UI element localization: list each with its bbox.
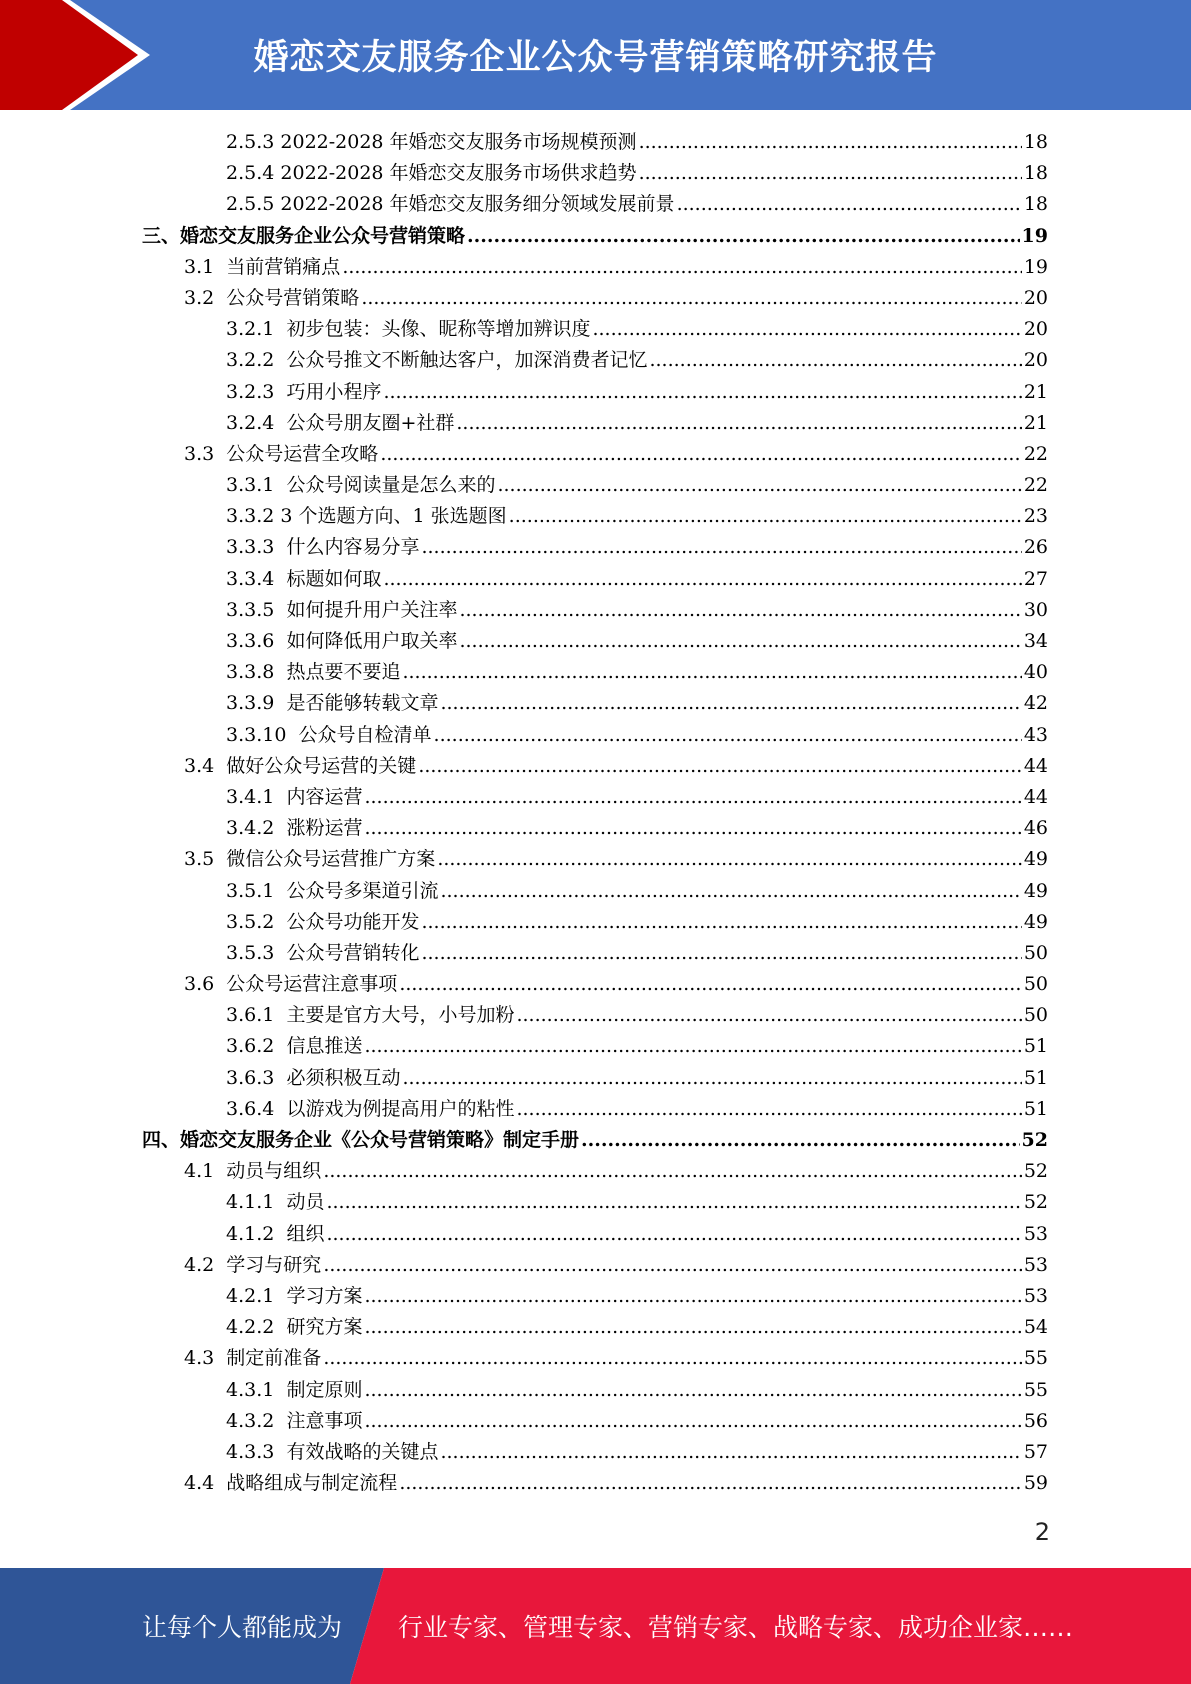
toc-dot-leader (323, 1250, 1022, 1281)
toc-entry-title: 做好公众号运营的关键 (226, 754, 417, 777)
toc-entry[interactable] (0, 844, 1048, 875)
toc-entry[interactable] (0, 1281, 1048, 1312)
toc-entry-number: 2.5.4 (226, 162, 281, 185)
toc-entry-title: 公众号多渠道引流 (286, 879, 439, 902)
toc-entry[interactable] (0, 720, 1048, 751)
toc-entry-number: 2.5.5 (226, 193, 281, 216)
toc-dot-leader (402, 1063, 1021, 1094)
toc-entry[interactable] (0, 501, 1048, 532)
toc-entry-number: 4.3 (184, 1347, 227, 1370)
toc-entry-title: 婚恋交友服务企业《公众号营销策略》制定手册 (180, 1129, 580, 1151)
toc-dot-leader (437, 844, 1022, 875)
toc-dot-leader (516, 1000, 1021, 1031)
toc-entry-number: 3.4 (184, 754, 227, 777)
toc-entry-page: 43 (1023, 723, 1048, 746)
toc-entry[interactable] (0, 470, 1048, 501)
toc-entry-page: 49 (1023, 910, 1048, 933)
toc-entry-number: 3.3.3 (226, 536, 287, 559)
toc-entry[interactable] (0, 1156, 1048, 1187)
toc-entry-page: 22 (1023, 474, 1048, 497)
toc-entry-number: 4.1 (184, 1160, 227, 1183)
toc-entry-title: 战略组成与制定流程 (226, 1472, 398, 1495)
toc-entry[interactable] (0, 626, 1048, 657)
toc-entry-page: 21 (1023, 380, 1048, 403)
toc-entry-page: 55 (1023, 1347, 1048, 1370)
toc-entry-title: 婚恋交友服务企业公众号营销策略 (180, 224, 466, 247)
toc-dot-leader (421, 532, 1021, 563)
toc-dot-leader (509, 501, 1022, 532)
toc-dot-leader (364, 1281, 1021, 1312)
toc-entry[interactable] (0, 189, 1048, 220)
toc-entry-title: 制定原则 (286, 1378, 363, 1401)
toc-entry-page: 30 (1023, 598, 1048, 621)
toc-entry[interactable] (0, 1063, 1048, 1094)
footer-band (0, 1568, 1191, 1684)
toc-entry-number: 3.6.3 (226, 1066, 287, 1089)
toc-entry-page: 44 (1023, 754, 1048, 777)
toc-entry-number: 3.2.4 (226, 411, 287, 434)
toc-dot-leader (364, 1312, 1021, 1343)
toc-entry[interactable] (0, 532, 1048, 563)
toc-entry-title: 制定前准备 (226, 1347, 322, 1370)
toc-entry-title: 内容运营 (286, 785, 363, 808)
toc-entry-page: 52 (1021, 1129, 1048, 1151)
toc-entry-number: 4.1.1 (226, 1191, 287, 1214)
toc-entry[interactable] (0, 1187, 1048, 1218)
toc-entry-title: 以游戏为例提高用户的粘性 (286, 1097, 515, 1120)
toc-entry-page: 26 (1023, 536, 1048, 559)
toc-entry-page: 27 (1023, 567, 1048, 590)
page-number: 2 (1034, 1518, 1050, 1546)
toc-dot-leader (364, 782, 1021, 813)
toc-entry-page: 21 (1023, 411, 1048, 434)
toc-entry-page: 53 (1023, 1253, 1048, 1276)
toc-entry-page: 34 (1023, 630, 1048, 652)
toc-entry-title: 如何降低用户取关率 (286, 630, 458, 652)
toc-entry-page: 20 (1023, 349, 1048, 372)
toc-dot-leader (459, 595, 1021, 626)
toc-entry-number: 3.6.4 (226, 1097, 287, 1120)
toc-entry-title: 学习方案 (286, 1284, 363, 1307)
toc-entry-page: 53 (1023, 1222, 1048, 1245)
toc-entry-number: 3.2 (184, 286, 227, 309)
toc-entry[interactable] (0, 1437, 1048, 1468)
toc-entry-title: 动员与组织 (226, 1160, 322, 1183)
toc-dot-leader (467, 221, 1020, 252)
toc-entry-title: 有效战略的关键点 (286, 1440, 439, 1463)
toc-entry-page: 50 (1023, 1004, 1048, 1027)
toc-entry-title: 动员 (286, 1191, 325, 1214)
toc-dot-leader (456, 408, 1021, 439)
toc-entry-number: 3.4.2 (226, 817, 287, 840)
toc-entry[interactable] (0, 1031, 1048, 1062)
toc-entry[interactable] (0, 314, 1048, 345)
toc-entry-number: 4.3.2 (226, 1409, 287, 1432)
toc-entry[interactable] (0, 938, 1048, 969)
toc-entry-title: 公众号运营注意事项 (226, 973, 398, 996)
toc-entry-page: 57 (1023, 1440, 1048, 1463)
toc-entry-page: 53 (1023, 1284, 1048, 1307)
toc-entry-page: 18 (1023, 162, 1048, 185)
toc-entry[interactable] (0, 1312, 1048, 1343)
toc-entry-page: 20 (1023, 286, 1048, 309)
toc-entry-title: 涨粉运营 (286, 817, 363, 840)
toc-entry[interactable] (0, 657, 1048, 688)
toc-entry-number: 3.3.4 (226, 567, 287, 590)
toc-dot-leader (364, 1375, 1021, 1406)
toc-entry-title: 公众号朋友圈+社群 (286, 411, 455, 434)
toc-dot-leader (383, 377, 1021, 408)
toc-entry-page: 19 (1023, 255, 1048, 278)
toc-entry[interactable] (0, 1000, 1048, 1031)
toc-entry[interactable] (0, 1219, 1048, 1250)
toc-entry-number: 3.3.10 (226, 723, 299, 746)
toc-entry[interactable] (0, 283, 1048, 314)
toc-entry-title: 如何提升用户关注率 (286, 598, 458, 621)
document-title: 婚恋交友服务企业公众号营销策略研究报告 (253, 38, 938, 78)
toc-dot-leader (639, 158, 1022, 189)
footer-slogan-left: 让每个人都能成为 (142, 1613, 343, 1642)
toc-entry-page: 20 (1023, 318, 1048, 341)
toc-entry-number: 四、 (142, 1129, 181, 1151)
toc-entry-page: 46 (1023, 817, 1048, 840)
toc-dot-leader (440, 876, 1021, 907)
header-band (0, 0, 1191, 110)
toc-dot-leader (323, 1156, 1022, 1187)
toc-dot-leader (649, 345, 1021, 376)
toc-entry-title: 学习与研究 (226, 1253, 322, 1276)
toc-entry-title: 是否能够转载文章 (286, 692, 439, 715)
toc-entry-number: 3.3.5 (226, 598, 287, 621)
toc-entry-number: 3.2.3 (226, 380, 287, 403)
toc-dot-leader (418, 751, 1022, 782)
toc-dot-leader (459, 626, 1021, 657)
toc-entry-number: 3.3.8 (226, 661, 287, 684)
toc-dot-leader (342, 252, 1022, 283)
toc-entry-number: 3.3.1 (226, 474, 287, 497)
toc-dot-leader (380, 439, 1022, 470)
toc-entry-title: 组织 (286, 1222, 325, 1245)
toc-dot-leader (326, 1187, 1021, 1218)
toc-entry-title: 公众号营销转化 (286, 941, 420, 964)
toc-dot-leader (581, 1125, 1020, 1156)
toc-dot-leader (399, 969, 1022, 1000)
toc-entry-number: 3.2.1 (226, 318, 287, 341)
toc-entry-number: 3.5 (184, 848, 227, 871)
toc-entry-number: 4.1.2 (226, 1222, 287, 1245)
toc-dot-leader (440, 1437, 1021, 1468)
toc-entry-title: 信息推送 (286, 1035, 363, 1058)
footer-slogan-right: 行业专家、管理专家、营销专家、战略专家、成功企业家…… (398, 1613, 1074, 1642)
toc-entry-number: 4.3.3 (226, 1440, 287, 1463)
toc-entry-number: 3.3 (184, 442, 227, 465)
toc-entry[interactable] (0, 221, 1048, 252)
toc-entry-page: 59 (1023, 1472, 1048, 1495)
toc-entry-title: 公众号自检清单 (298, 723, 432, 746)
toc-entry-number: 3.5.2 (226, 910, 287, 933)
toc-dot-leader (399, 1468, 1022, 1499)
toc-entry-page: 40 (1023, 661, 1048, 684)
toc-entry-title: 初步包装：头像、昵称等增加辨识度 (286, 318, 591, 341)
toc-entry[interactable] (0, 252, 1048, 283)
toc-entry-page: 42 (1023, 692, 1048, 715)
toc-entry-title: 必须积极互动 (286, 1066, 401, 1089)
toc-entry[interactable] (0, 876, 1048, 907)
toc-entry-number: 3.4.1 (226, 785, 287, 808)
toc-entry-page: 55 (1023, 1378, 1048, 1401)
toc-entry-page: 51 (1023, 1097, 1048, 1120)
toc-entry-page: 18 (1023, 193, 1048, 216)
toc-entry-page: 52 (1023, 1191, 1048, 1214)
toc-entry-number: 3.3.9 (226, 692, 287, 715)
table-of-contents (0, 127, 1191, 1499)
toc-dot-leader (323, 1343, 1022, 1374)
toc-entry-page: 19 (1021, 224, 1048, 247)
toc-entry-title: 公众号阅读量是怎么来的 (286, 474, 496, 497)
toc-entry-number: 4.4 (184, 1472, 227, 1495)
toc-entry-title: 巧用小程序 (286, 380, 382, 403)
toc-entry-number: 3.5.1 (226, 879, 287, 902)
toc-entry-title: 什么内容易分享 (286, 536, 420, 559)
toc-dot-leader (326, 1219, 1021, 1250)
toc-entry[interactable] (0, 1094, 1048, 1125)
toc-entry[interactable] (0, 408, 1048, 439)
toc-entry-page: 54 (1023, 1316, 1048, 1339)
toc-entry[interactable] (0, 1250, 1048, 1281)
toc-entry-title: 公众号功能开发 (286, 910, 420, 933)
toc-entry[interactable] (0, 751, 1048, 782)
toc-entry-page: 49 (1023, 848, 1048, 871)
toc-entry-title: 2022-2028 年婚恋交友服务市场规模预测 (280, 131, 637, 153)
toc-entry[interactable] (0, 907, 1048, 938)
toc-entry-number: 3.6 (184, 973, 227, 996)
toc-entry-title: 公众号推文不断触达客户，加深消费者记忆 (286, 349, 648, 372)
toc-dot-leader (440, 688, 1021, 719)
toc-entry-page: 51 (1023, 1035, 1048, 1058)
toc-entry-title: 热点要不要追 (286, 661, 401, 684)
toc-entry-number: 4.3.1 (226, 1378, 287, 1401)
toc-entry-title: 当前营销痛点 (226, 255, 341, 278)
toc-entry-page: 52 (1023, 1160, 1048, 1183)
toc-entry[interactable] (0, 439, 1048, 470)
toc-entry-number: 3.2.2 (226, 349, 287, 372)
toc-entry-title: 公众号运营全攻略 (226, 442, 379, 465)
toc-entry[interactable] (0, 782, 1048, 813)
toc-entry[interactable] (0, 1125, 1048, 1156)
toc-entry-number: 3.6.1 (226, 1004, 287, 1027)
toc-entry-page: 49 (1023, 879, 1048, 902)
toc-entry[interactable] (0, 1468, 1048, 1499)
toc-entry-title: 3 个选题方向、1 张选题图 (280, 505, 507, 528)
toc-entry-number: 3.6.2 (226, 1035, 287, 1058)
toc-entry-title: 2022-2028 年婚恋交友服务市场供求趋势 (280, 162, 637, 185)
toc-entry[interactable] (0, 595, 1048, 626)
toc-dot-leader (639, 127, 1022, 158)
toc-entry[interactable] (0, 127, 1048, 158)
toc-entry-page: 50 (1023, 941, 1048, 964)
toc-entry-title: 主要是官方大号，小号加粉 (286, 1004, 515, 1027)
toc-entry-title: 微信公众号运营推广方案 (226, 848, 436, 871)
toc-entry[interactable] (0, 1343, 1048, 1374)
toc-entry-number: 三、 (142, 224, 181, 247)
toc-dot-leader (402, 657, 1021, 688)
toc-entry[interactable] (0, 969, 1048, 1000)
toc-entry[interactable] (0, 377, 1048, 408)
toc-entry[interactable] (0, 158, 1048, 189)
toc-entry-page: 44 (1023, 785, 1048, 808)
toc-entry[interactable] (0, 564, 1048, 595)
toc-entry-title: 研究方案 (286, 1316, 363, 1339)
toc-entry-number: 4.2 (184, 1253, 227, 1276)
toc-entry-page: 56 (1023, 1409, 1048, 1432)
toc-entry-number: 2.5.3 (226, 131, 281, 153)
toc-entry-page: 18 (1023, 131, 1048, 153)
toc-dot-leader (361, 283, 1022, 314)
toc-entry-page: 50 (1023, 973, 1048, 996)
toc-dot-leader (364, 813, 1021, 844)
toc-dot-leader (421, 938, 1021, 969)
toc-entry[interactable] (0, 1375, 1048, 1406)
toc-dot-leader (383, 564, 1021, 595)
toc-entry[interactable] (0, 813, 1048, 844)
toc-dot-leader (364, 1031, 1021, 1062)
toc-dot-leader (677, 189, 1022, 220)
toc-entry-number: 3.3.2 (226, 505, 281, 528)
toc-entry-number: 3.1 (184, 255, 227, 278)
toc-dot-leader (592, 314, 1021, 345)
toc-entry-page: 51 (1023, 1066, 1048, 1089)
toc-entry-title: 公众号营销策略 (226, 286, 360, 309)
toc-dot-leader (516, 1094, 1021, 1125)
toc-entry-number: 3.3.6 (226, 630, 287, 652)
toc-entry-title: 注意事项 (286, 1409, 363, 1432)
toc-entry[interactable] (0, 688, 1048, 719)
toc-entry-number: 3.5.3 (226, 941, 287, 964)
toc-entry-title: 2022-2028 年婚恋交友服务细分领域发展前景 (280, 193, 675, 216)
toc-entry-page: 22 (1023, 442, 1048, 465)
toc-entry[interactable] (0, 1406, 1048, 1437)
toc-dot-leader (497, 470, 1021, 501)
toc-dot-leader (364, 1406, 1021, 1437)
toc-entry-number: 4.2.2 (226, 1316, 287, 1339)
toc-dot-leader (434, 720, 1022, 751)
toc-dot-leader (421, 907, 1021, 938)
toc-entry[interactable] (0, 345, 1048, 376)
toc-entry-page: 23 (1023, 505, 1048, 528)
toc-entry-number: 4.2.1 (226, 1284, 287, 1307)
toc-entry-title: 标题如何取 (286, 567, 382, 590)
header-chevron-graphic (0, 0, 160, 110)
